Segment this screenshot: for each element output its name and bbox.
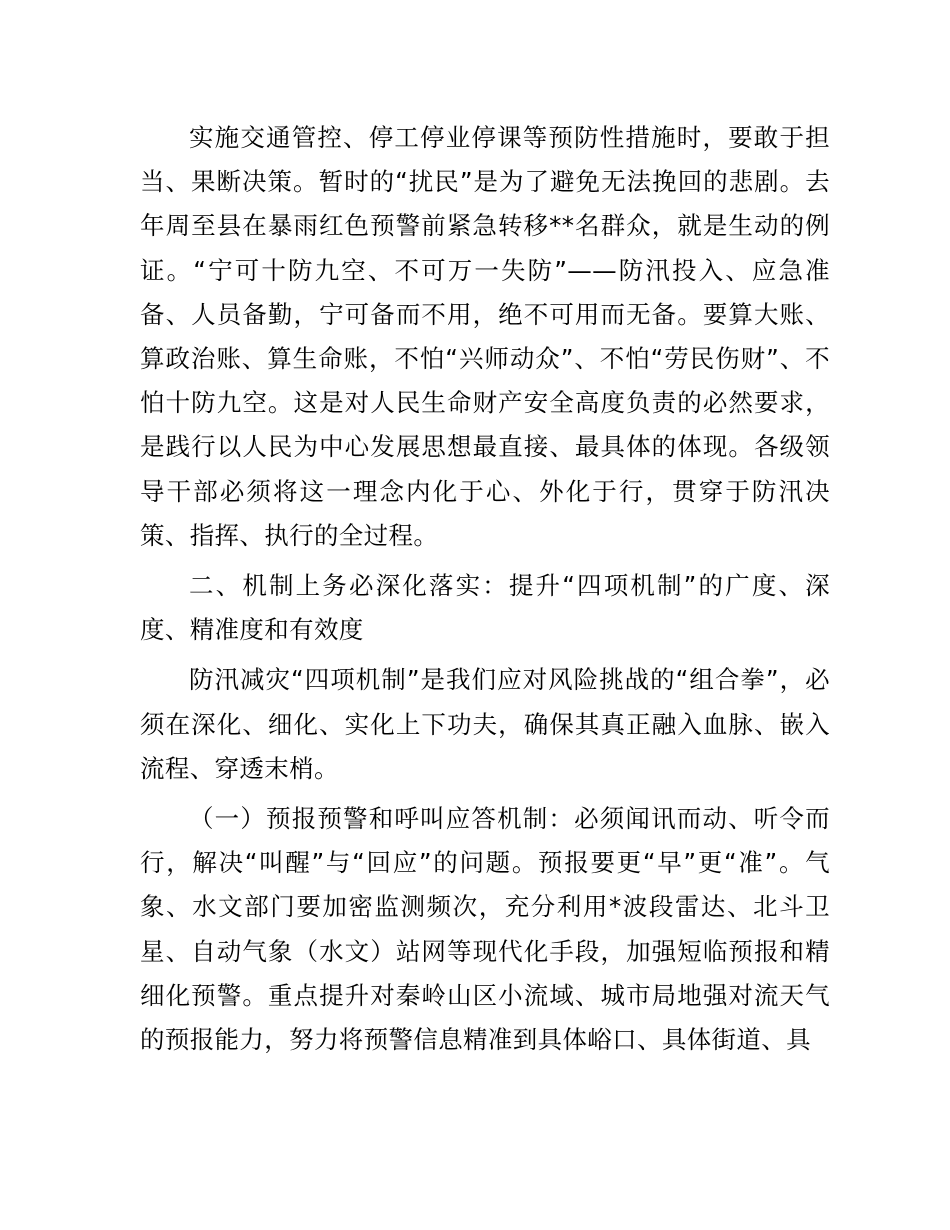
section-heading-mechanisms: 二、机制上务必深化落实：提升“四项机制”的广度、深度、精准度和有效度 xyxy=(140,571,830,645)
paragraph-four-mechanisms: 防汛减灾“四项机制”是我们应对风险挑战的“组合拳”，必须在深化、细化、实化上下功夫，确保其真正融入血脉、嵌入流程、穿透末梢。 xyxy=(140,665,830,783)
paragraph-preventive-measures: 实施交通管控、停工停业停课等预防性措施时，要敢于担当、果断决策。暂时的“扰民”是为了避免无法挽回的悲剧。去年周至县在暴雨红色预警前紧急转移**名群众，就是生动的例证。“宁可十防九空、不可万一失防”——防汛投入、应急准备、人员备勤，宁可备而不用，绝不可用而无备。要算大账、算政治账、算生命账，不怕“兴师动众”、不怕“劳民伤财”、不怕十防九空。这是对人民生命财产安全高度负责的必然要求，是践行以人民为中心发展思想最直接、最具体的体现。各级领导干部必须将这一理念内化于心、外化于行，贯穿于防汛决策、指挥、执行的全过程。 xyxy=(140,123,830,550)
document-body xyxy=(140,116,830,1068)
paragraph-forecast-warning: （一）预报预警和呼叫应答机制：必须闻讯而动、听令而行，解决“叫醒”与“回应”的问题。预报要更“早”更“准”。气象、水文部门要加密监测频次，充分利用*波段雷达、北斗卫星、自动气象（水文）站网等现代化手段，加强短临预报和精细化预警。重点提升对秦岭山区小流域、城市局地强对流天气的预报能力，努力将预警信息精准到具体峪口、具体街道、具 xyxy=(140,804,830,1055)
